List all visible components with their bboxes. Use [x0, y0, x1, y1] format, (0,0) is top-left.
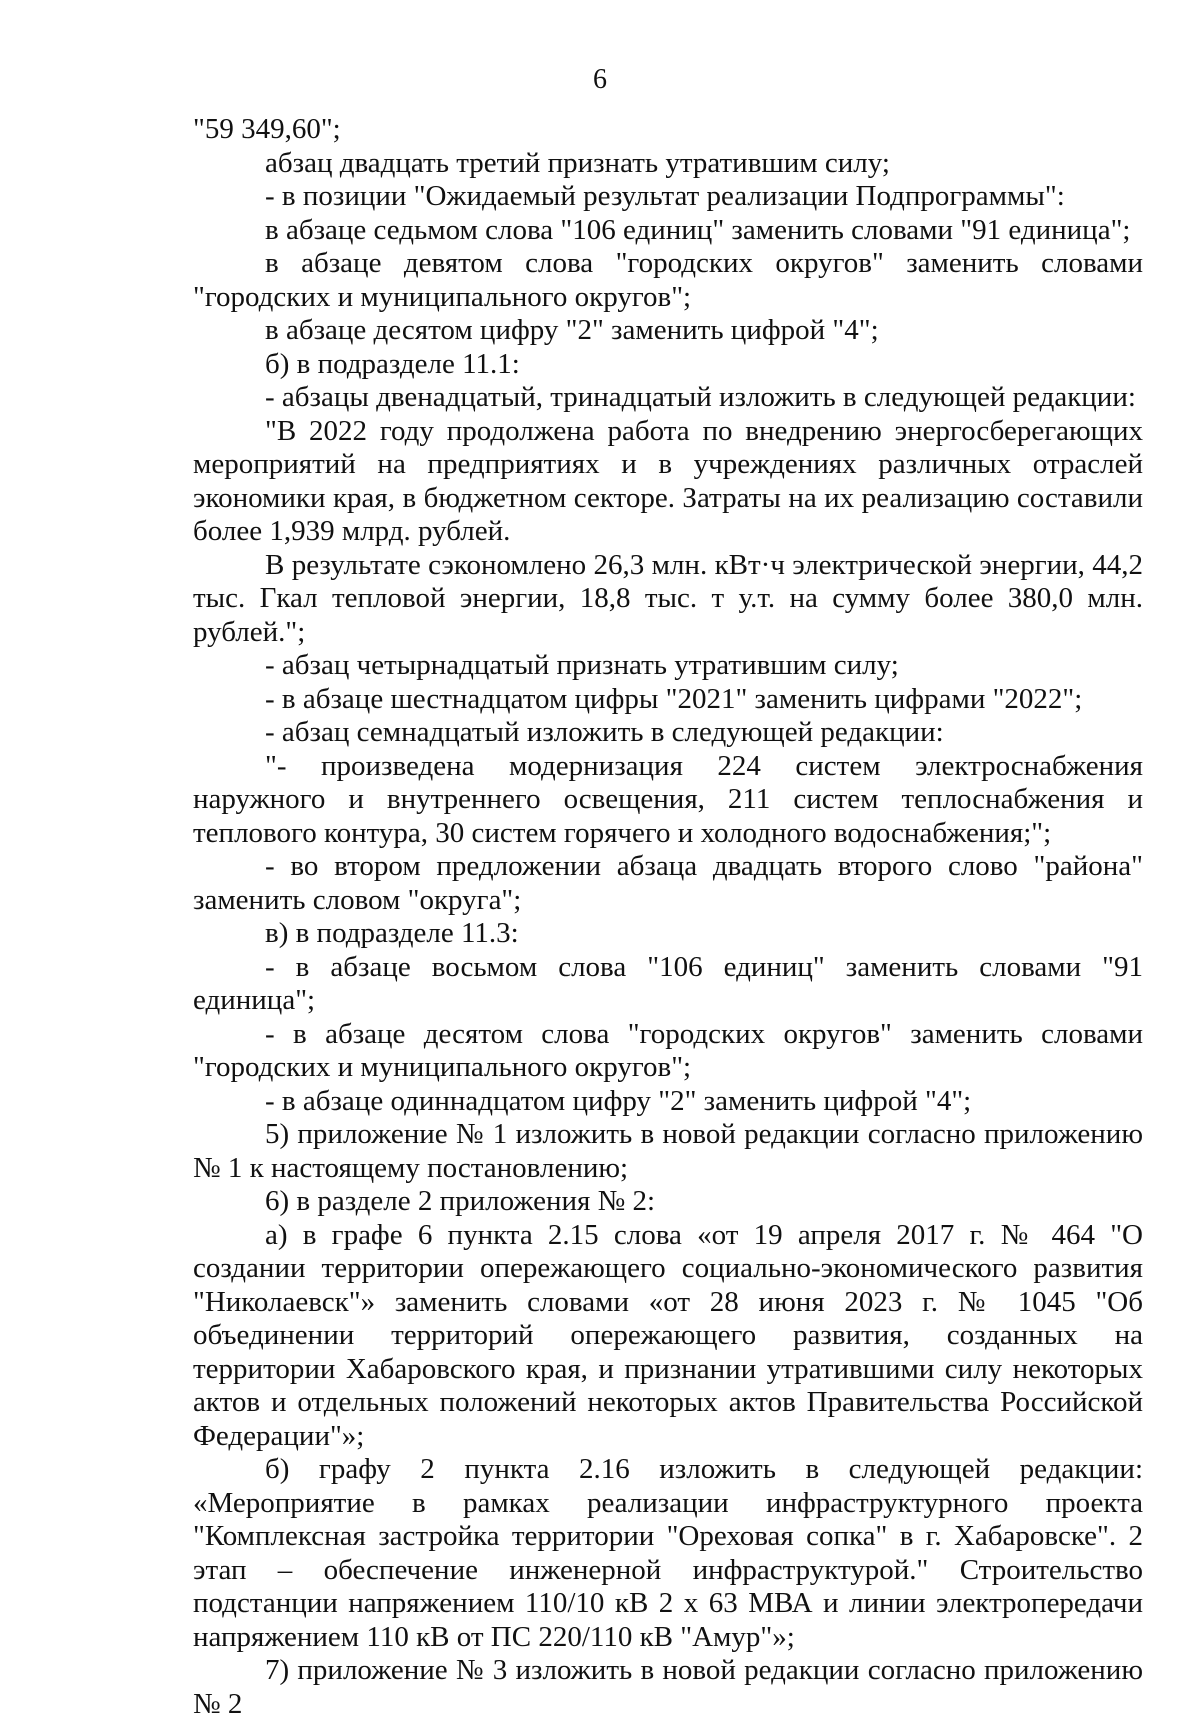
paragraph: "В 2022 году продолжена работа по внедрению энергосберегающих мероприятий на предприятиях и в учреждениях различных отраслей экономики края, в бюджетном секторе. Затраты на их реализацию составили более 1,939 млрд. рублей. — [193, 414, 1143, 547]
paragraph: б) графу 2 пункта 2.16 изложить в следующей редакции: «Мероприятие в рамках реализации инфраструктурного проекта "Комплексная застройка территории "Ореховая сопка" в г. Хабаровске". 2 этап – обеспечение инженерной инфраструктурой." Строительство подстанции напряжением 110/10 кВ 2 х 63 МВА и линии электропередачи напряжением 110 кВ от ПС 220/110 кВ "Амур"»; — [193, 1453, 1143, 1653]
page-number: 6 — [593, 64, 607, 95]
paragraph: - в абзаце десятом слова "городских округов" заменить словами "городских и муниципального округов"; — [193, 1017, 1143, 1083]
paragraph: "- произведена модернизация 224 систем электроснабжения наружного и внутреннего освещения, 211 систем теплоснабжения и теплового контура, 30 систем горячего и холодного водоснабжения;"; — [193, 749, 1143, 849]
paragraph: 7) приложение № 3 изложить в новой редакции согласно приложению № 2 — [193, 1654, 1143, 1720]
paragraph: - абзацы двенадцатый, тринадцатый изложить в следующей редакции: — [265, 381, 1136, 413]
paragraph: - в позиции "Ожидаемый результат реализации Подпрограммы": — [265, 180, 1065, 212]
paragraph: - в абзаце шестнадцатом цифры "2021" заменить цифрами "2022"; — [265, 682, 1083, 715]
paragraph: "59 349,60"; — [193, 113, 341, 145]
paragraph: в абзаце девятом слова "городских округов" заменить словами "городских и муниципального округов"; — [193, 247, 1143, 313]
paragraph: - в абзаце одиннадцатом цифру "2" заменить цифрой "4"; — [265, 1084, 972, 1117]
document-body — [193, 113, 1143, 1721]
paragraph: абзац двадцать третий признать утратившим силу; — [265, 146, 890, 179]
paragraph: в абзаце седьмом слова "106 единиц" заменить словами "91 единица"; — [265, 213, 1131, 246]
paragraph: - абзац семнадцатый изложить в следующей редакции: — [265, 716, 944, 748]
paragraph: - в абзаце восьмом слова "106 единиц" заменить словами "91 единица"; — [193, 950, 1143, 1016]
paragraph: В результате сэкономлено 26,3 млн. кВт·ч электрической энергии, 44,2 тыс. Гкал тепловой энергии, 18,8 тыс. т у.т. на сумму более 380,0 млн. рублей."; — [193, 548, 1143, 648]
paragraph: 6) в разделе 2 приложения № 2: — [265, 1185, 656, 1217]
paragraph: - во втором предложении абзаца двадцать второго слово "района" заменить словом "округа"; — [193, 850, 1143, 916]
paragraph: в абзаце десятом цифру "2" заменить цифрой "4"; — [265, 314, 879, 346]
paragraph: в) в подразделе 11.3: — [265, 917, 519, 949]
paragraph: - абзац четырнадцатый признать утратившим силу; — [265, 649, 899, 681]
paragraph: 5) приложение № 1 изложить в новой редакции согласно приложению № 1 к настоящему постановлению; — [193, 1118, 1143, 1184]
paragraph: а) в графе 6 пункта 2.15 слова «от 19 апреля 2017 г. № 464 "О создании территории опережающего социально-экономического развития "Николаевск"» заменить словами «от 28 июня 2023 г. № 1045 "Об объединении территорий опережающего развития, созданных на территории Хабаровского края, и признании утратившими силу некоторых актов и отдельных положений некоторых актов Правительства Российской Федерации"»; — [193, 1218, 1143, 1452]
paragraph: б) в подразделе 11.1: — [265, 347, 520, 380]
